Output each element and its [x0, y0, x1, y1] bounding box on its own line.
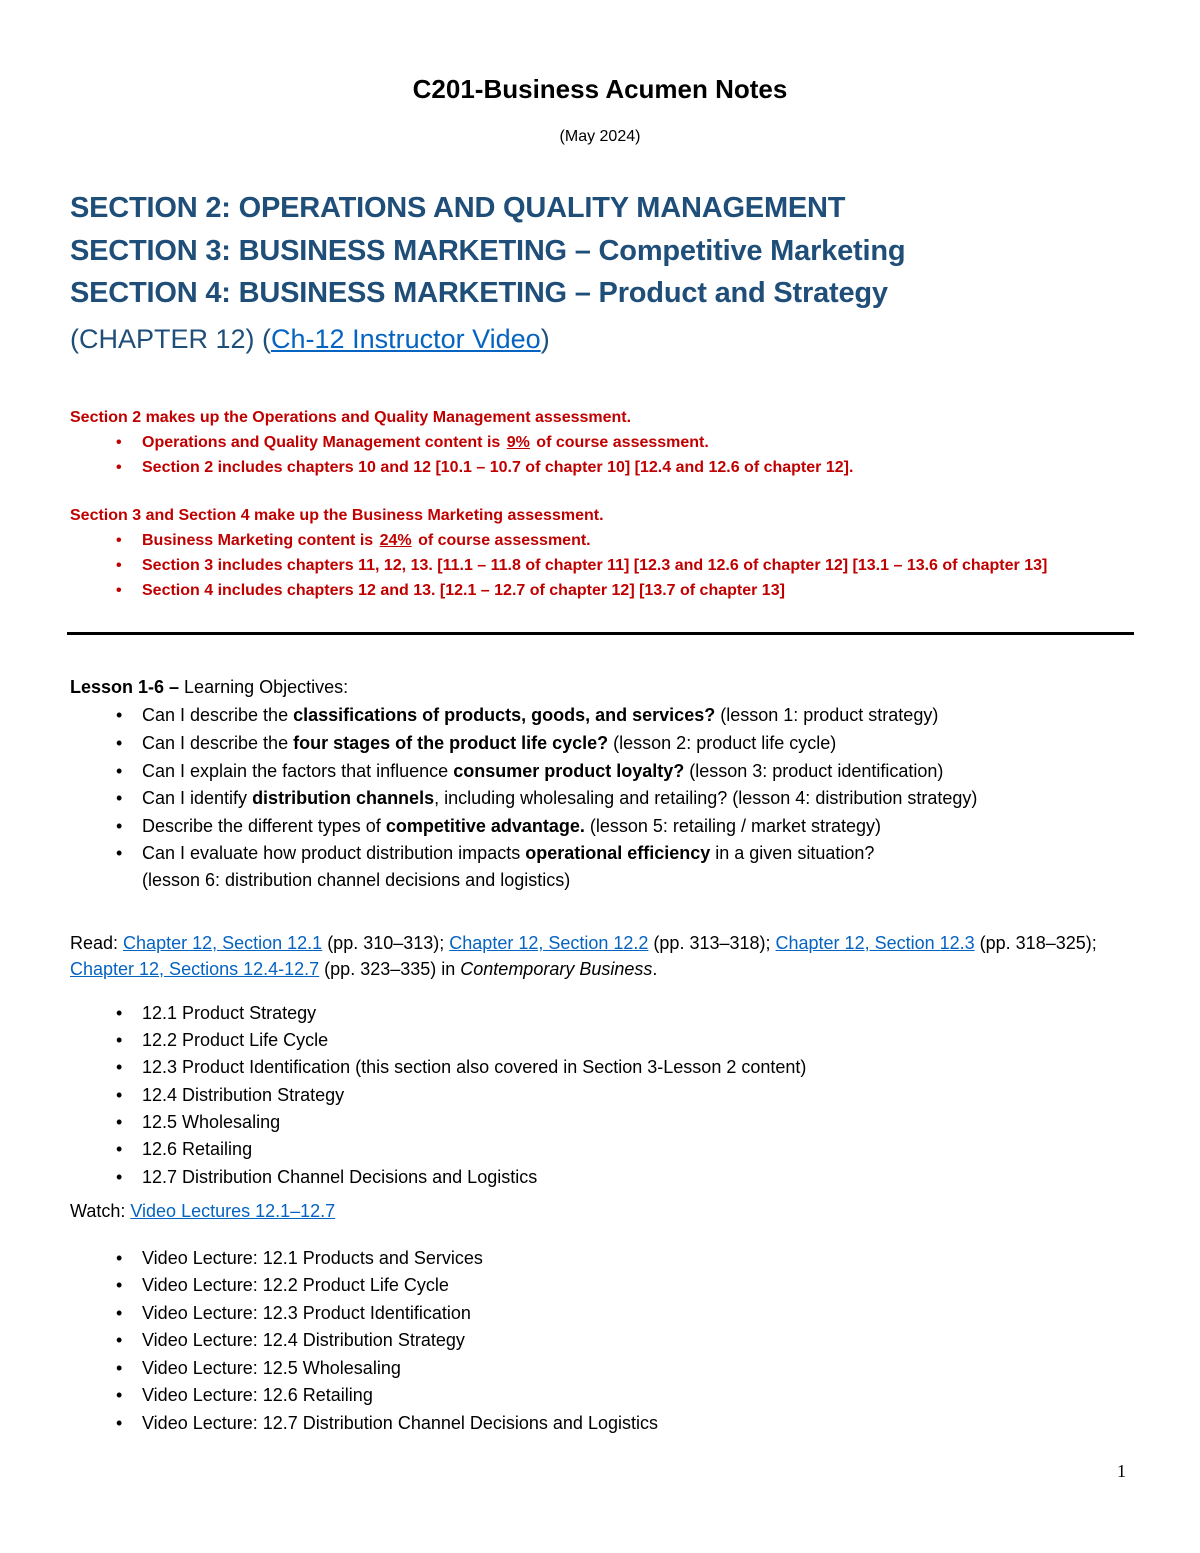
objective-item: • Can I describe the classifications of products, goods, and services? (lesson 1: product strategy)	[116, 705, 939, 725]
section-2-heading: SECTION 2: OPERATIONS AND QUALITY MANAGEMENT	[70, 192, 846, 224]
chapter-12-3-link[interactable]: Chapter 12, Section 12.3	[775, 933, 975, 953]
topic-item: • 12.7 Distribution Channel Decisions and Logistics	[116, 1167, 538, 1187]
list-item: • Section 4 includes chapters 12 and 13. [12.1 – 12.7 of chapter 12] [13.7 of chapter 13]	[116, 582, 785, 599]
topic-item: • 12.4 Distribution Strategy	[116, 1085, 345, 1105]
reading-assignment: Read: Chapter 12, Section 12.1 (pp. 310–313); Chapter 12, Section 12.2 (pp. 313–318); Chapter 12, Section 12.3 (pp. 318–325); Chapter 12, Sections 12.4-12.7 (pp. 323–335) in Contemporary Business.	[70, 933, 1097, 979]
topic-item: • 12.3 Product Identification (this section also covered in Section 3-Lesson 2 content)	[116, 1057, 807, 1077]
topic-item: • 12.1 Product Strategy	[116, 1003, 317, 1023]
page-number: 1	[1117, 1461, 1126, 1481]
percent-value: 24%	[379, 532, 412, 549]
document-date: (May 2024)	[559, 128, 641, 145]
objective-item: • Can I identify distribution channels, including wholesaling and retailing? (lesson 4: distribution strategy)	[116, 788, 978, 808]
topic-item: • 12.6 Retailing	[116, 1139, 253, 1159]
list-item: • Business Marketing content is 24% of course assessment.	[116, 532, 591, 549]
video-item: • Video Lecture: 12.5 Wholesaling	[116, 1358, 401, 1378]
watch-assignment: Watch: Video Lectures 12.1–12.7	[70, 1201, 336, 1221]
objective-item: • Can I describe the four stages of the product life cycle? (lesson 2: product life cycle)	[116, 733, 837, 753]
section-3-heading: SECTION 3: BUSINESS MARKETING – Competitive Marketing	[70, 235, 906, 267]
section-4-heading: SECTION 4: BUSINESS MARKETING – Product and Strategy	[70, 277, 888, 309]
list-item: • Operations and Quality Management content is 9% of course assessment.	[116, 434, 709, 451]
topic-item: • 12.5 Wholesaling	[116, 1112, 281, 1132]
video-lectures-link[interactable]: Video Lectures 12.1–12.7	[130, 1201, 336, 1221]
horizontal-divider	[67, 632, 1134, 635]
video-item: • Video Lecture: 12.7 Distribution Channel Decisions and Logistics	[116, 1413, 658, 1433]
video-item: • Video Lecture: 12.3 Product Identification	[116, 1303, 471, 1323]
objective-item: • Describe the different types of competitive advantage. (lesson 5: retailing / market strategy)	[116, 816, 882, 836]
section-34-intro: Section 3 and Section 4 make up the Business Marketing assessment.	[70, 507, 604, 524]
video-item: • Video Lecture: 12.2 Product Life Cycle	[116, 1275, 449, 1295]
document-title: C201-Business Acumen Notes	[412, 74, 788, 104]
video-item: • Video Lecture: 12.6 Retailing	[116, 1385, 373, 1405]
instructor-video-link[interactable]: Ch-12 Instructor Video	[271, 324, 541, 354]
chapter-12-2-link[interactable]: Chapter 12, Section 12.2	[449, 933, 649, 953]
video-item: • Video Lecture: 12.1 Products and Services	[116, 1248, 483, 1268]
chapter-heading: (CHAPTER 12) (Ch-12 Instructor Video)	[70, 324, 550, 354]
percent-value: 9%	[506, 434, 530, 451]
topic-item: • 12.2 Product Life Cycle	[116, 1030, 329, 1050]
objective-item: • Can I evaluate how product distribution impacts operational efficiency in a given situation?	[116, 843, 875, 863]
video-item: • Video Lecture: 12.4 Distribution Strategy	[116, 1330, 465, 1350]
list-item: • Section 2 includes chapters 10 and 12 [10.1 – 10.7 of chapter 10] [12.4 and 12.6 of chapter 12].	[116, 459, 854, 476]
chapter-12-1-link[interactable]: Chapter 12, Section 12.1	[123, 933, 323, 953]
chapter-12-4-7-link[interactable]: Chapter 12, Sections 12.4-12.7	[70, 959, 320, 979]
section-2-intro: Section 2 makes up the Operations and Quality Management assessment.	[70, 409, 632, 426]
lesson-heading: Lesson 1-6 – Learning Objectives:	[70, 677, 349, 697]
objective-item-continuation: (lesson 6: distribution channel decisions and logistics)	[142, 870, 571, 890]
objective-item: • Can I explain the factors that influence consumer product loyalty? (lesson 3: product identification)	[116, 761, 944, 781]
list-item: • Section 3 includes chapters 11, 12, 13. [11.1 – 11.8 of chapter 11] [12.3 and 12.6 of chapter 12] [13.1 – 13.6 of chapter 13]	[116, 557, 1048, 574]
